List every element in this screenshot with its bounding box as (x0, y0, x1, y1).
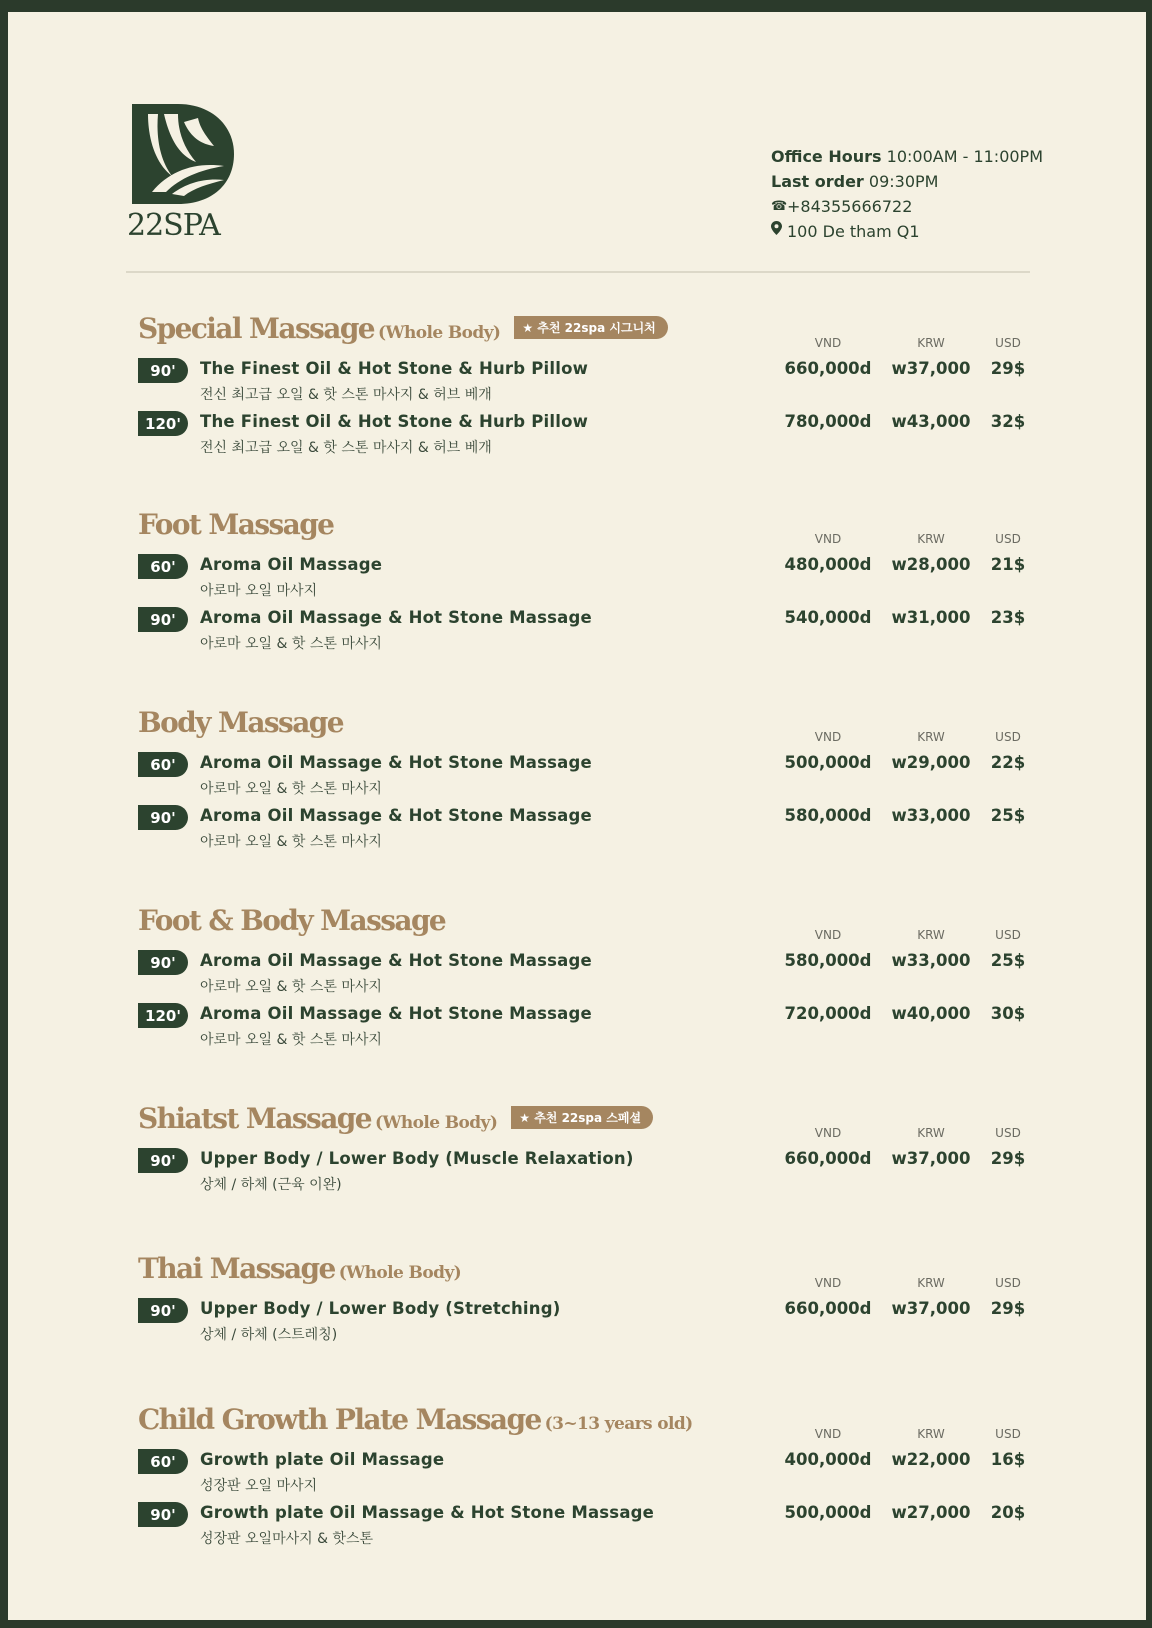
item-name-korean: 전신 최고급 오일 & 핫 스톤 마사지 & 허브 베개 (200, 387, 492, 403)
price-usd: 21$ (990, 555, 1026, 574)
column-header-usd: USD (995, 1427, 1021, 1441)
section-title-text: Foot Massage (138, 508, 334, 541)
item-name: Upper Body / Lower Body (Muscle Relaxation) (200, 1149, 634, 1168)
item-name-korean: 아로마 오일 & 핫 스톤 마사지 (200, 1032, 382, 1048)
menu-item (138, 1500, 1038, 1553)
item-name-korean: 아로마 오일 마사지 (200, 583, 318, 599)
item-name-korean: 성장판 오일마사지 & 핫스톤 (200, 1531, 374, 1547)
price-usd: 32$ (990, 412, 1026, 431)
menu-item (138, 356, 1038, 409)
column-header-vnd: VND (814, 730, 842, 744)
duration-badge: 60' (138, 554, 188, 579)
office-hours (771, 144, 1043, 169)
item-name-korean: 아로마 오일 & 핫 스톤 마사지 (200, 834, 382, 850)
price-vnd: 720,000d (784, 1004, 872, 1023)
section-subtitle: (Whole Body) (374, 1113, 498, 1133)
price-vnd: 660,000d (784, 1149, 872, 1168)
column-header-vnd: VND (814, 1427, 842, 1441)
section-title-text: Body Massage (138, 706, 343, 739)
section-title-text: Foot & Body Massage (138, 904, 446, 937)
column-header-usd: USD (995, 532, 1021, 546)
item-name-korean: 상체 / 하체 (스트레칭) (200, 1327, 338, 1343)
price-usd: 30$ (990, 1004, 1026, 1023)
price-usd: 16$ (990, 1450, 1026, 1469)
menu-item (138, 409, 1038, 462)
duration-badge: 120' (138, 411, 188, 436)
section-header (138, 1252, 1038, 1296)
menu-section (138, 904, 1038, 1054)
column-header-vnd: VND (814, 1126, 842, 1140)
section-title-text: Special Massage (138, 312, 375, 345)
last-order (771, 169, 1043, 194)
recommend-badge: ★ 추천 22spa 시그니처 (514, 316, 667, 339)
duration-badge: 60' (138, 752, 188, 777)
contact-info (771, 144, 1043, 244)
duration-badge: 90' (138, 1148, 188, 1173)
menu-item (138, 948, 1038, 1001)
duration-badge: 90' (138, 805, 188, 830)
price-vnd: 400,000d (784, 1450, 872, 1469)
section-header (138, 904, 1038, 948)
price-usd: 25$ (990, 951, 1026, 970)
section-title-text: Shiatst Massage (138, 1102, 371, 1135)
address-text: 100 De tham Q1 (787, 222, 920, 241)
price-vnd: 780,000d (784, 412, 872, 431)
price-krw: w43,000 (891, 412, 971, 431)
item-name-korean: 아로마 오일 & 핫 스톤 마사지 (200, 979, 382, 995)
office-hours-label: Office Hours (771, 147, 882, 166)
column-header-krw: KRW (917, 730, 945, 744)
menu-page (8, 12, 1146, 1620)
price-krw: w37,000 (891, 1299, 971, 1318)
map-pin-icon (771, 219, 785, 244)
column-header-krw: KRW (917, 1276, 945, 1290)
menu-section (138, 1102, 1038, 1199)
section-header (138, 312, 1038, 356)
column-header-usd: USD (995, 1126, 1021, 1140)
duration-badge: 90' (138, 358, 188, 383)
item-name: Growth plate Oil Massage (200, 1450, 445, 1469)
column-header-krw: KRW (917, 532, 945, 546)
price-usd: 25$ (990, 806, 1026, 825)
item-name: Aroma Oil Massage & Hot Stone Massage (200, 753, 592, 772)
last-order-label: Last order (771, 172, 864, 191)
menu-item (138, 1001, 1038, 1054)
section-title (138, 312, 668, 345)
office-hours-value: 10:00AM - 11:00PM (886, 147, 1044, 166)
price-vnd: 660,000d (784, 359, 872, 378)
section-title (138, 1403, 693, 1436)
section-subtitle: (3~13 years old) (544, 1414, 693, 1434)
column-header-krw: KRW (917, 1126, 945, 1140)
duration-badge: 90' (138, 1502, 188, 1527)
price-krw: w29,000 (891, 753, 971, 772)
phone-icon: ☎ (771, 199, 788, 214)
phone-number[interactable]: +84355666722 (787, 197, 913, 216)
column-header-krw: KRW (917, 336, 945, 350)
duration-badge: 90' (138, 1298, 188, 1323)
column-header-usd: USD (995, 928, 1021, 942)
column-header-vnd: VND (814, 336, 842, 350)
item-name-korean: 아로마 오일 & 핫 스톤 마사지 (200, 781, 382, 797)
item-name: The Finest Oil & Hot Stone & Hurb Pillow (200, 359, 589, 378)
price-krw: w31,000 (891, 608, 971, 627)
leaf-logo-icon (126, 100, 238, 208)
section-title (138, 706, 343, 739)
menu-section (138, 312, 1038, 462)
section-title-text: Thai Massage (138, 1252, 335, 1285)
section-title (138, 1102, 653, 1135)
section-title (138, 904, 445, 937)
price-krw: w40,000 (891, 1004, 971, 1023)
item-name: Growth plate Oil Massage & Hot Stone Massage (200, 1503, 655, 1522)
menu-section (138, 1403, 1038, 1553)
column-header-krw: KRW (917, 928, 945, 942)
duration-badge: 90' (138, 607, 188, 632)
price-vnd: 500,000d (784, 1503, 872, 1522)
price-vnd: 480,000d (784, 555, 872, 574)
phone[interactable] (771, 194, 1043, 219)
menu-item (138, 1447, 1038, 1500)
section-header (138, 1403, 1038, 1447)
price-krw: w33,000 (891, 806, 971, 825)
column-header-usd: USD (995, 1276, 1021, 1290)
menu-section (138, 508, 1038, 658)
menu-section (138, 1252, 1038, 1349)
column-header-vnd: VND (814, 928, 842, 942)
menu-item (138, 1146, 1038, 1199)
address (771, 219, 1043, 244)
column-header-usd: USD (995, 730, 1021, 744)
item-name: Aroma Oil Massage & Hot Stone Massage (200, 608, 592, 627)
column-header-usd: USD (995, 336, 1021, 350)
section-title (138, 1252, 461, 1285)
price-krw: w37,000 (891, 359, 971, 378)
column-header-vnd: VND (814, 1276, 842, 1290)
menu-item (138, 750, 1038, 803)
item-name-korean: 상체 / 하체 (근육 이완) (200, 1177, 342, 1193)
duration-badge: 120' (138, 1003, 188, 1028)
section-title (138, 508, 333, 541)
section-header (138, 1102, 1038, 1146)
price-vnd: 580,000d (784, 806, 872, 825)
item-name-korean: 아로마 오일 & 핫 스톤 마사지 (200, 636, 382, 652)
item-name: Aroma Oil Massage & Hot Stone Massage (200, 951, 592, 970)
price-usd: 22$ (990, 753, 1026, 772)
menu-item (138, 803, 1038, 856)
item-name: Aroma Oil Massage & Hot Stone Massage (200, 806, 592, 825)
item-name: Aroma Oil Massage & Hot Stone Massage (200, 1004, 592, 1023)
item-name-korean: 성장판 오일 마사지 (200, 1478, 318, 1494)
item-name: Upper Body / Lower Body (Stretching) (200, 1299, 561, 1318)
section-header (138, 706, 1038, 750)
price-usd: 20$ (990, 1503, 1026, 1522)
column-header-krw: KRW (917, 1427, 945, 1441)
section-subtitle: (Whole Body) (378, 323, 501, 343)
menu-item (138, 605, 1038, 658)
section-header (138, 508, 1038, 552)
item-name-korean: 전신 최고급 오일 & 핫 스톤 마사지 & 허브 베개 (200, 440, 492, 456)
section-title-text: Child Growth Plate Massage (138, 1403, 541, 1436)
price-usd: 29$ (990, 1149, 1026, 1168)
price-usd: 29$ (990, 359, 1026, 378)
item-name: The Finest Oil & Hot Stone & Hurb Pillow (200, 412, 589, 431)
price-krw: w28,000 (891, 555, 971, 574)
item-name: Aroma Oil Massage (200, 555, 383, 574)
price-vnd: 540,000d (784, 608, 872, 627)
price-usd: 29$ (990, 1299, 1026, 1318)
price-krw: w33,000 (891, 951, 971, 970)
brand-name: 22SPA (127, 208, 220, 243)
section-subtitle: (Whole Body) (338, 1263, 462, 1283)
menu-item (138, 1296, 1038, 1349)
price-krw: w27,000 (891, 1503, 971, 1522)
price-vnd: 580,000d (784, 951, 872, 970)
brand-logo (126, 100, 238, 208)
price-krw: w37,000 (891, 1149, 971, 1168)
menu-item (138, 552, 1038, 605)
header-divider (126, 271, 1030, 273)
price-vnd: 660,000d (784, 1299, 872, 1318)
duration-badge: 90' (138, 950, 188, 975)
price-vnd: 500,000d (784, 753, 872, 772)
column-header-vnd: VND (814, 532, 842, 546)
price-usd: 23$ (990, 608, 1026, 627)
recommend-badge: ★ 추천 22spa 스페셜 (511, 1106, 653, 1129)
menu-section (138, 706, 1038, 856)
price-krw: w22,000 (891, 1450, 971, 1469)
duration-badge: 60' (138, 1449, 188, 1474)
last-order-value: 09:30PM (868, 172, 939, 191)
